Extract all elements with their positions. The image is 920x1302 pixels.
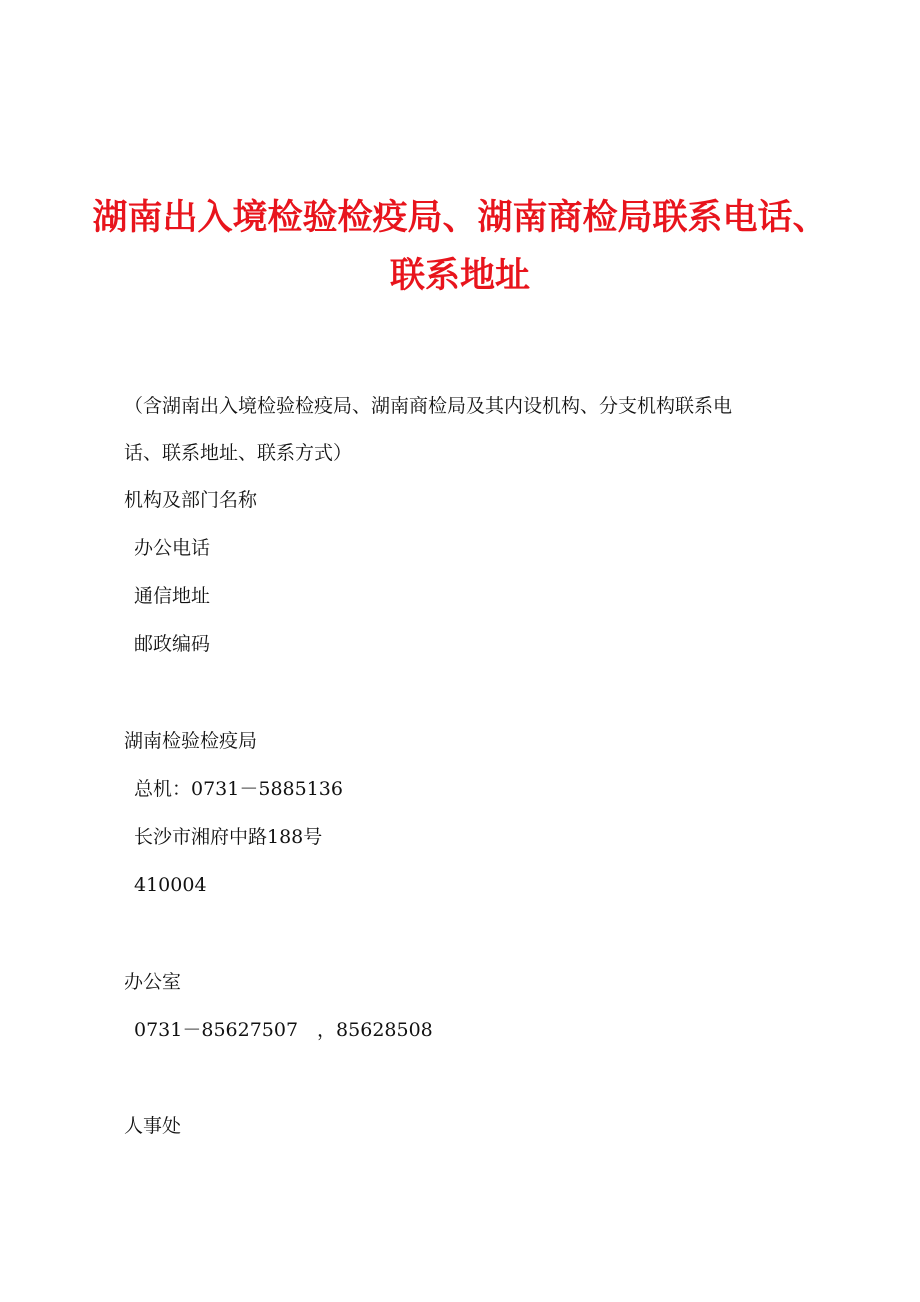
entry-name: 湖南检验检疫局 [124,730,258,752]
header-address-label: 通信地址 [134,585,211,607]
header-org-label: 机构及部门名称 [124,489,258,511]
intro-text-line-2: 话、联系地址、联系方式） [124,442,353,464]
header-phone-label: 办公电话 [134,537,211,559]
header-postcode-label: 邮政编码 [134,633,211,655]
entry-postcode: 410004 [134,874,207,896]
entry-phone: 总机：0731－5885136 [134,778,343,800]
entry-name: 人事处 [124,1115,182,1137]
document-title-line-2: 联系地址 [389,255,530,296]
entry-name: 办公室 [124,971,182,993]
document-title-line-1: 湖南出入境检验检疫局、湖南商检局联系电话、 [92,197,828,238]
entry-address: 长沙市湘府中路188号 [134,826,323,848]
intro-text-line-1: （含湖南出入境检验检疫局、湖南商检局及其内设机构、分支机构联系电 [124,395,733,417]
entry-phone: 0731－85627507 ，85628508 [134,1019,433,1041]
